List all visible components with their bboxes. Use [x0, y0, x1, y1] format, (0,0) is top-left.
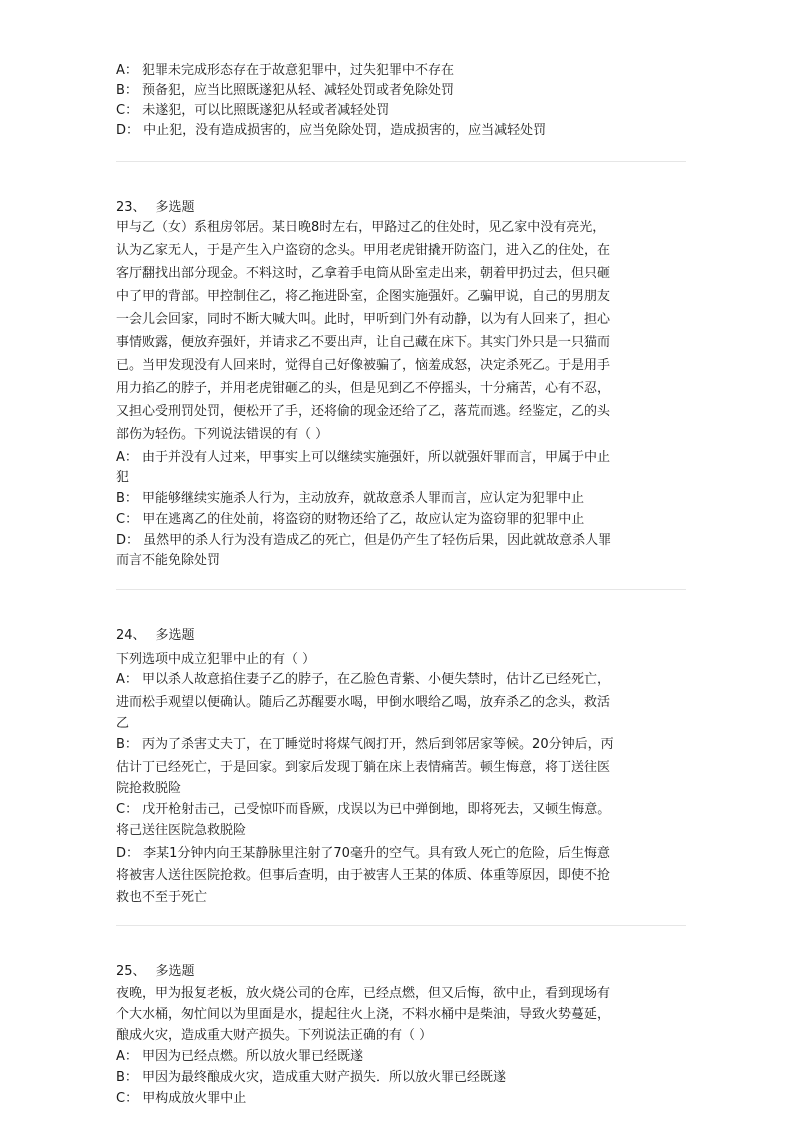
question-type: 多选题	[155, 964, 195, 979]
q23-option-d-cont: 而言不能免除处罚	[116, 553, 221, 568]
q23-line: 已。当甲发现没有人回来时，觉得自己好像被骗了，恼羞成怒，决定杀死乙。于是用手	[116, 358, 611, 373]
q23-option-d: D： 虽然甲的杀人行为没有造成乙的死亡，但是仍产生了轻伤后果，因此就故意杀人罪	[116, 533, 612, 548]
q24-option-b-cont: 估计丁已经死亡，于是回家。到家后发现丁躺在床上表情痛苦。顿生悔意，将丁送往医	[116, 760, 611, 775]
divider	[116, 589, 686, 590]
q24-option-d: D： 李某1分钟内向王某静脉里注射了70毫升的空气。具有致人死亡的危险，后生悔意	[116, 846, 610, 861]
q24-option-a-cont: 进而松手观望以便确认。随后乙苏醒要水喝，甲倒水喂给乙喝，放弃杀乙的念头，救活	[116, 695, 611, 710]
q23-option-a-cont: 犯	[116, 470, 130, 485]
q25-option-b: B： 甲因为最终酿成火灾，造成重大财产损失．所以放火罪已经既遂	[116, 1070, 507, 1085]
prev-option-d: D： 中止犯，没有造成损害的，应当免除处罚，造成损害的，应当减轻处罚	[116, 123, 547, 138]
q23-line: 事情败露，便放弃强奸，并请求乙不要出声，让自己藏在床下。其实门外只是一只猫而	[116, 335, 611, 350]
prev-option-a: A： 犯罪未完成形态存在于故意犯罪中，过失犯罪中不存在	[116, 63, 455, 78]
question-number: 24、	[116, 628, 146, 643]
q23-option-c: C： 甲在逃离乙的住处前，将盗窃的财物还给了乙，故应认定为盗窃罪的犯罪中止	[116, 512, 585, 527]
q24-option-d-cont: 将被害人送往医院抢救。但事后查明，由于被害人王某的体质、体重等原因，即使不抢	[116, 868, 611, 883]
q23-option-b: B： 甲能够继续实施杀人行为，主动放弃，就故意杀人罪而言，应认定为犯罪中止	[116, 491, 585, 506]
q25-line: 夜晚，甲为报复老板，放火烧公司的仓库，已经点燃，但又后悔，欲中止，看到现场有	[116, 986, 611, 1001]
q24-option-d-cont: 救也不至于死亡	[116, 890, 208, 905]
q25-option-c: C： 甲构成放火罪中止	[116, 1091, 247, 1106]
q23-line: 一会儿会回家，同时不断大喊大叫。此时，甲听到门外有动静，以为有人回来了，担心	[116, 312, 611, 327]
question-type: 多选题	[155, 200, 195, 215]
prev-option-c: C： 未遂犯，可以比照既遂犯从轻或者减轻处罚	[116, 103, 390, 118]
q24-option-a-cont: 乙	[116, 716, 130, 731]
q24-option-c: C： 戊开枪射击己，己受惊吓而昏厥，戊误以为已中弹倒地，即将死去，又顿生悔意。	[116, 802, 611, 817]
q23-line: 客厅翻找出部分现金。不料这时，乙拿着手电筒从卧室走出来，朝着甲扔过去，但只砸	[116, 266, 611, 281]
question-number: 25、	[116, 964, 146, 979]
q24-option-b: B： 丙为了杀害丈夫丁，在丁睡觉时将煤气阀打开，然后到邻居家等候。20分钟后，丙	[116, 737, 614, 752]
q25-prompt: 酿成火灾，造成重大财产损失。下列说法正确的有（ ）	[116, 1028, 433, 1043]
prev-option-b: B： 预备犯，应当比照既遂犯从轻、减轻处罚或者免除处罚	[116, 83, 455, 98]
q24-option-c-cont: 将己送往医院急救脱险	[116, 823, 247, 838]
question-number: 23、	[116, 200, 146, 215]
q23-line: 用力掐乙的脖子，并用老虎钳砸乙的头，但是见到乙不停摇头，十分痛苦，心有不忍，	[116, 381, 611, 396]
q24-prompt: 下列选项中成立犯罪中止的有（ ）	[116, 652, 316, 667]
question-23-header	[116, 198, 195, 218]
q23-line: 中了甲的背部。甲控制住乙，将乙拖进卧室，企图实施强奸。乙骗甲说，自己的男朋友	[116, 289, 611, 304]
q23-option-a: A： 由于并没有人过来，甲事实上可以继续实施强奸，所以就强奸罪而言，甲属于中止	[116, 450, 611, 465]
divider	[116, 161, 686, 162]
q23-line: 认为乙家无人，于是产生入户盗窃的念头。甲用老虎钳撬开防盗门，进入乙的住处，在	[116, 243, 611, 258]
divider	[116, 925, 686, 926]
q23-prompt: 部伤为轻伤。下列说法错误的有（ ）	[116, 427, 329, 442]
q24-option-b-cont: 院抢救脱险	[116, 781, 182, 796]
q24-option-a: A： 甲以杀人故意掐住妻子乙的脖子，在乙脸色青紫、小便失禁时，估计乙已经死亡，	[116, 672, 611, 687]
question-type: 多选题	[155, 628, 195, 643]
q23-line: 又担心受刑罚处罚，便松开了手，还将偷的现金还给了乙，落荒而逃。经鉴定，乙的头	[116, 404, 611, 419]
q25-line: 个大水桶，匆忙间以为里面是水，提起往火上浇，不料水桶中是柴油，导致火势蔓延，	[116, 1007, 611, 1022]
q25-option-a: A： 甲因为已经点燃。所以放火罪已经既遂	[116, 1049, 364, 1064]
question-24-header	[116, 626, 195, 646]
question-25-header	[116, 962, 195, 982]
q23-line: 甲与乙（女）系租房邻居。某日晚8时左右，甲路过乙的住处时，见乙家中没有亮光，	[116, 220, 606, 235]
